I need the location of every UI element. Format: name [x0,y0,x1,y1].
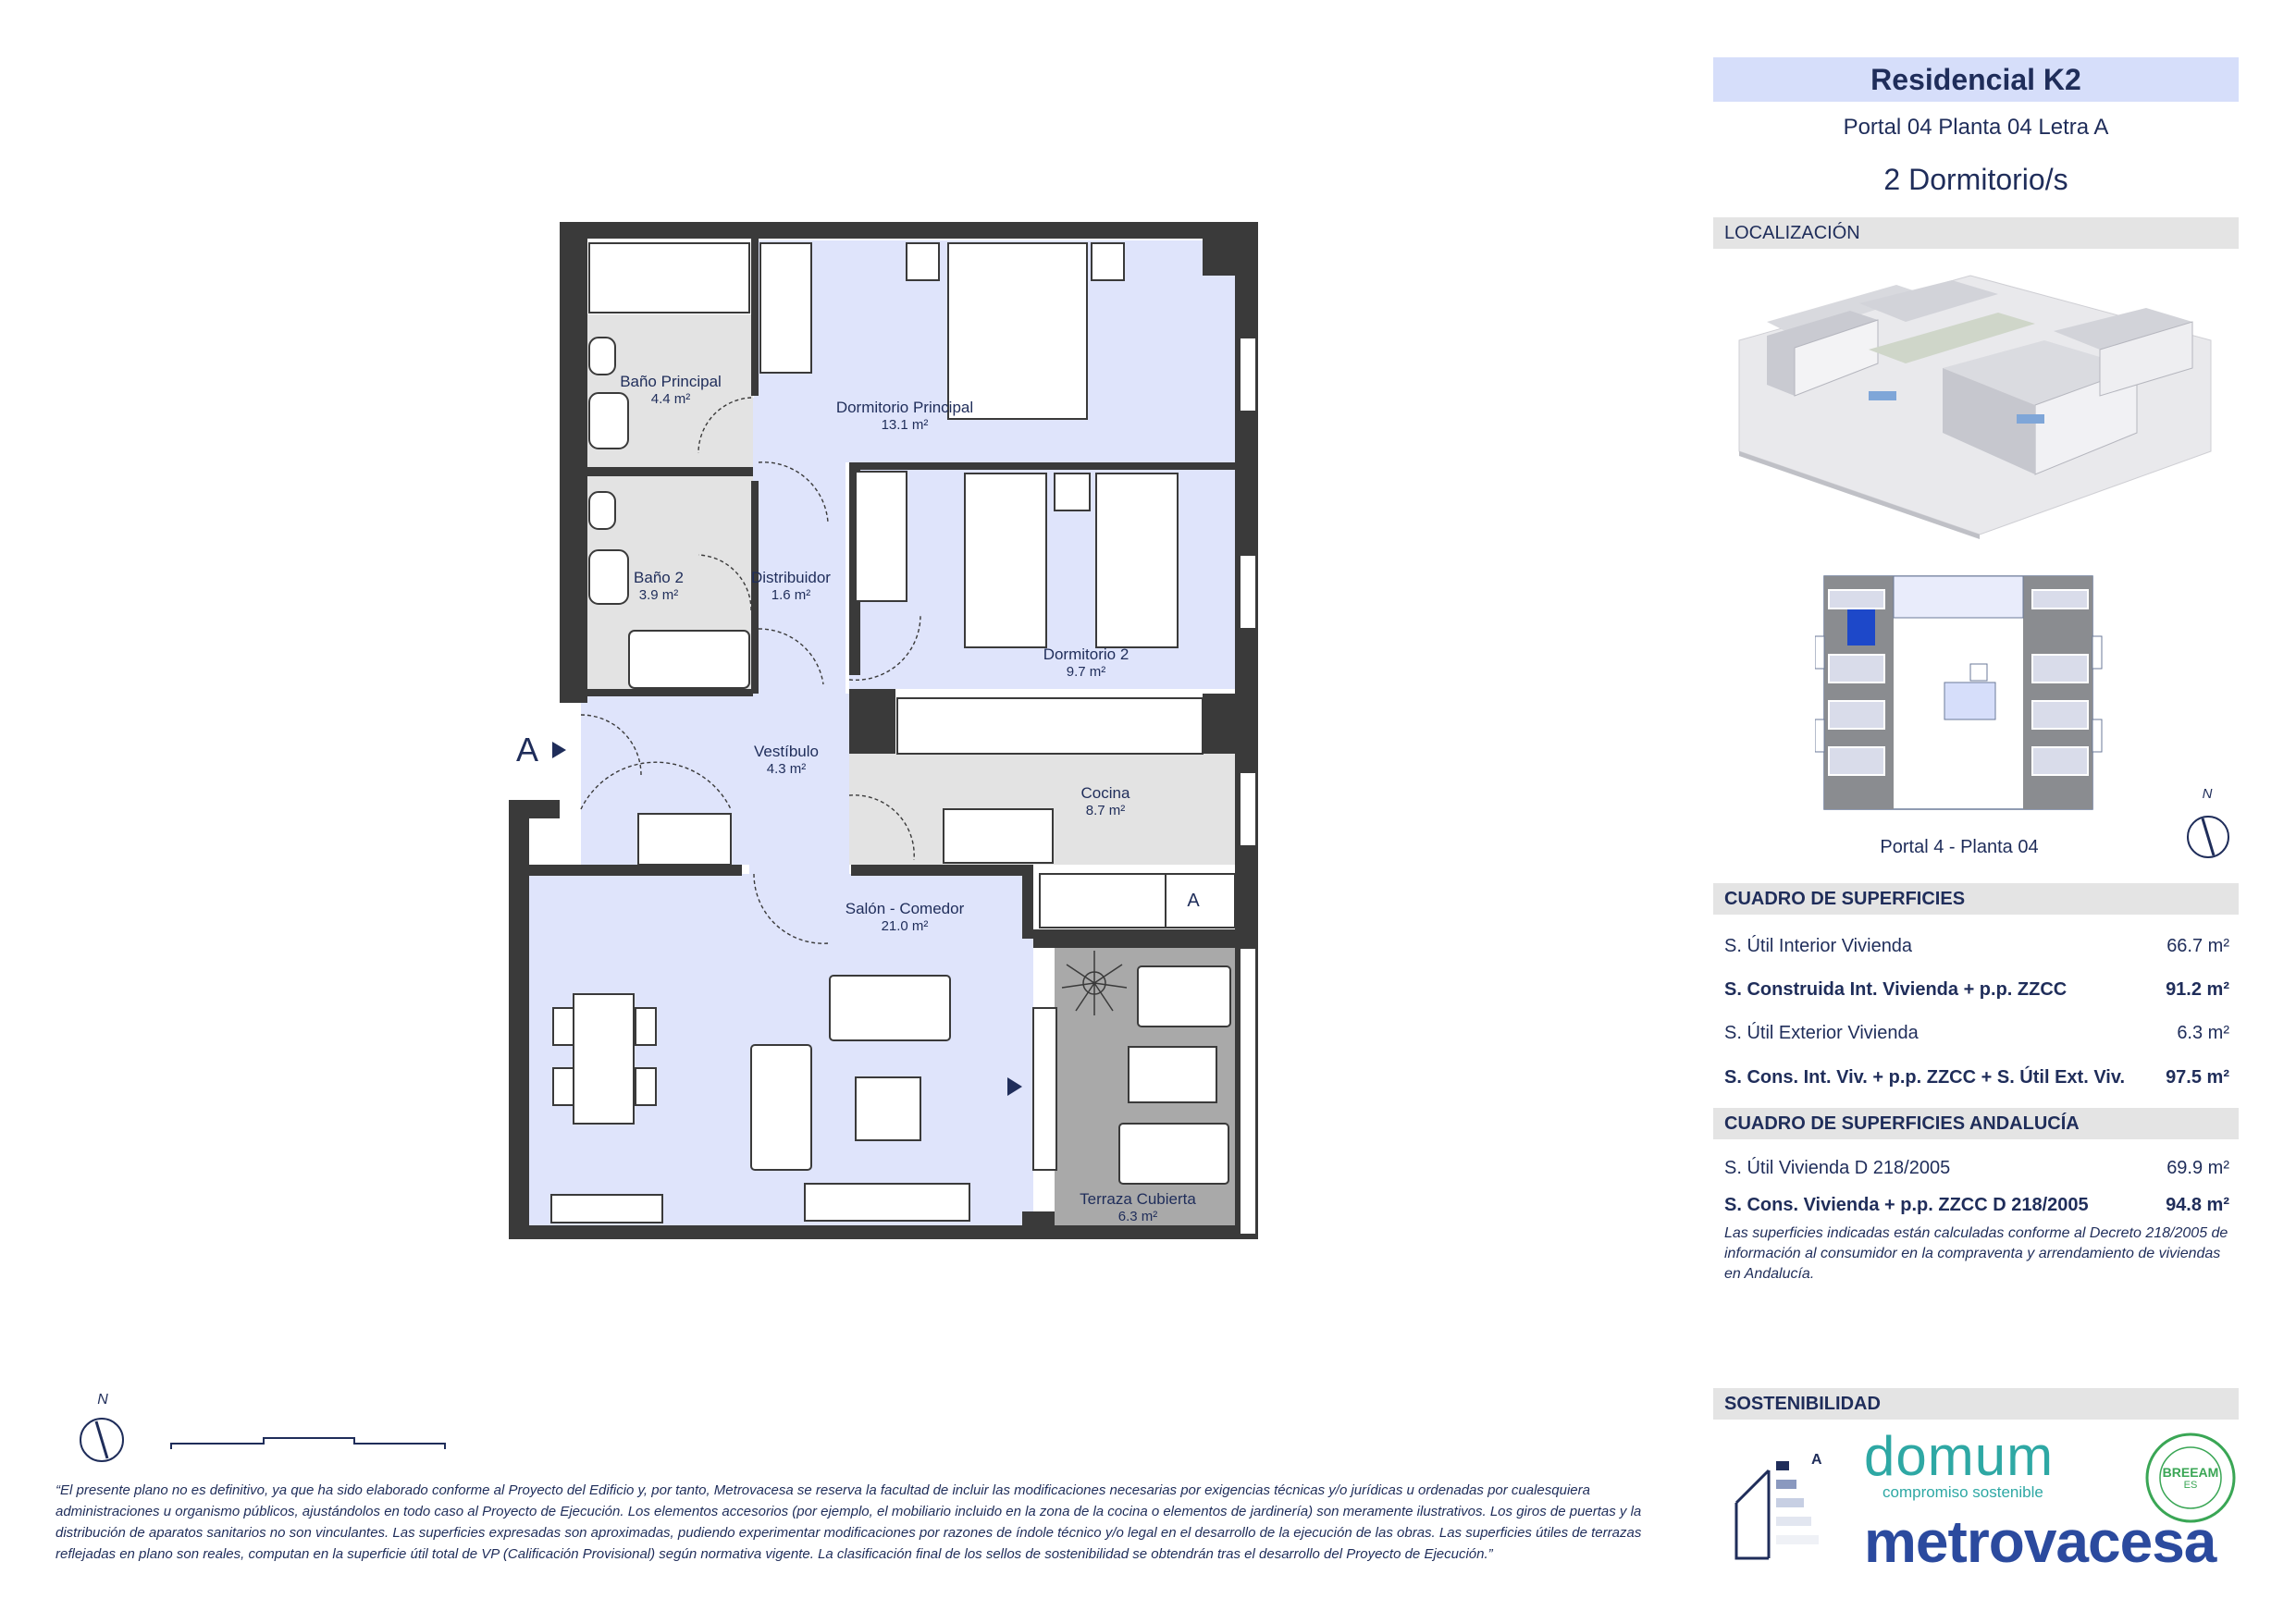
domum-logo: domum [1864,1425,2055,1487]
location-section-title: LOCALIZACIÓN [1713,217,2239,249]
surface-value: 6.3 m² [2177,1022,2229,1043]
plan-north-icon [80,1419,123,1461]
room-label-dormitorio-principal: Dormitorio Principal [835,399,974,416]
room-label-cocina: Cocina [1080,784,1130,802]
surface-row [1724,1064,2229,1091]
building-aerial-image [1730,266,2220,539]
surface-value: 69.9 m² [2166,1157,2229,1178]
surface-value: 94.8 m² [2166,1194,2229,1215]
domum-tagline: compromiso sostenible [1882,1483,2043,1501]
surfaces-section-title: CUADRO DE SUPERFICIES [1713,883,2239,915]
bedroom-count: 2 Dormitorio/s [1883,163,2068,196]
project-title: Residencial K2 [1713,57,2239,102]
surface-label: S. Útil Vivienda D 218/2005 [1724,1157,1951,1178]
room-area-distribuidor: 1.6 m² [771,587,811,603]
kitchen-marker: A [1187,891,1200,911]
surface-row [1724,932,2229,960]
surface-label: S. Útil Exterior Vivienda [1724,1022,1919,1043]
entrance-label: A [515,731,539,768]
room-label-dormitorio-2: Dormitorio 2 [1043,646,1129,663]
plan-north-label: N [97,1392,108,1408]
room-label-bano-2: Baño 2 [634,569,684,586]
surface-label: S. Cons. Int. Viv. + p.p. ZZCC + S. Útil Ext. Viv. [1724,1066,2126,1088]
unit-reference: Portal 04 Planta 04 Letra A [1843,115,2109,140]
room-area-salon: 21.0 m² [881,918,929,934]
room-area-dormitorio-principal: 13.1 m² [881,417,929,433]
breeam-country: ES [2183,1480,2198,1491]
andalucia-section-title: CUADRO DE SUPERFICIES ANDALUCÍA [1713,1108,2239,1139]
entrance-arrow-icon [552,742,566,758]
key-north-icon [2185,814,2231,860]
legal-disclaimer: “El presente plano no es definitivo, ya que ha sido elaborado conforme al Proyecto del Edificio y, por tanto, Metrovacesa se reserva la facultad de incluir las modificaciones necesarias por exigencias técnicas y/o jurídicas u ordenadas por cualesquiera administraciones u organismo públicos, ajustándolos en todo caso al Proyecto de Ejecución. Los elementos accesorios (por ejemplo, el mobiliario incluido en la zona de la cocina o elementos de jardinería) son meramente ilustrativos. Los giros de puertas y la distribución de aparatos sanitarios no son vinculantes. Las superficies expresadas son aproximadas, pudiendo experimentar modificaciones por razones de índole técnico y/o legal en el desarrollo de la ejecución de las obras. Las superficies útiles de terrazas reflejadas en plano son reales, computan en la superficie útil total de VP (Calificación Provisional) según normativa vigente. La clasificación final de los sellos de sostenibilidad se obtendrán tras el desarrollo del Proyecto de Ejecución.” [56,1482,1642,1562]
surface-row [1724,976,2229,1003]
surface-value: 97.5 m² [2166,1066,2229,1088]
sustainability-section-title: SOSTENIBILIDAD [1713,1388,2239,1420]
room-label-distribuidor: Distribuidor [751,569,831,586]
room-fill-distribuidor [753,398,846,694]
floor-caption: Portal 4 - Planta 04 [1880,837,2039,857]
floor-key-plan [1815,572,2104,814]
andalucia-row [1724,1154,2229,1182]
room-area-vestibulo: 4.3 m² [766,761,807,777]
breeam-word: BREEAM [2162,1465,2219,1480]
room-label-vestibulo: Vestíbulo [754,743,819,760]
room-label-salon: Salón - Comedor [845,900,965,917]
key-north-label: N [2202,786,2213,802]
andalucia-note: Las superficies indicadas están calculadas conforme al Decreto 218/2005 de información al consumidor en la compraventa y arrendamiento de viviendas en Andalucía. [1724,1225,2228,1282]
room-label-bano-principal: Baño Principal [620,373,722,390]
room-area-dormitorio-2: 9.7 m² [1066,664,1106,680]
surface-label: S. Útil Interior Vivienda [1724,935,1913,956]
energy-label-letter: A [1811,1452,1822,1468]
unit-highlight [1847,609,1875,646]
andalucia-row [1724,1191,2229,1219]
scale-bar [171,1438,445,1449]
surface-value: 91.2 m² [2166,978,2229,1000]
surface-row [1724,1019,2229,1047]
surface-label: S. Cons. Vivienda + p.p. ZZCC D 218/2005 [1724,1194,2089,1215]
room-label-terraza: Terraza Cubierta [1080,1190,1196,1208]
room-area-bano-principal: 4.4 m² [650,391,691,407]
surface-value: 66.7 m² [2166,935,2229,956]
room-area-cocina: 8.7 m² [1085,803,1126,818]
room-area-bano-2: 3.9 m² [638,587,679,603]
energy-label-icon [1732,1452,1824,1563]
metrovacesa-logo: metrovacesa [1864,1508,2216,1575]
surface-label: S. Construida Int. Vivienda + p.p. ZZCC [1724,978,2068,1000]
room-area-terraza: 6.3 m² [1117,1209,1158,1224]
